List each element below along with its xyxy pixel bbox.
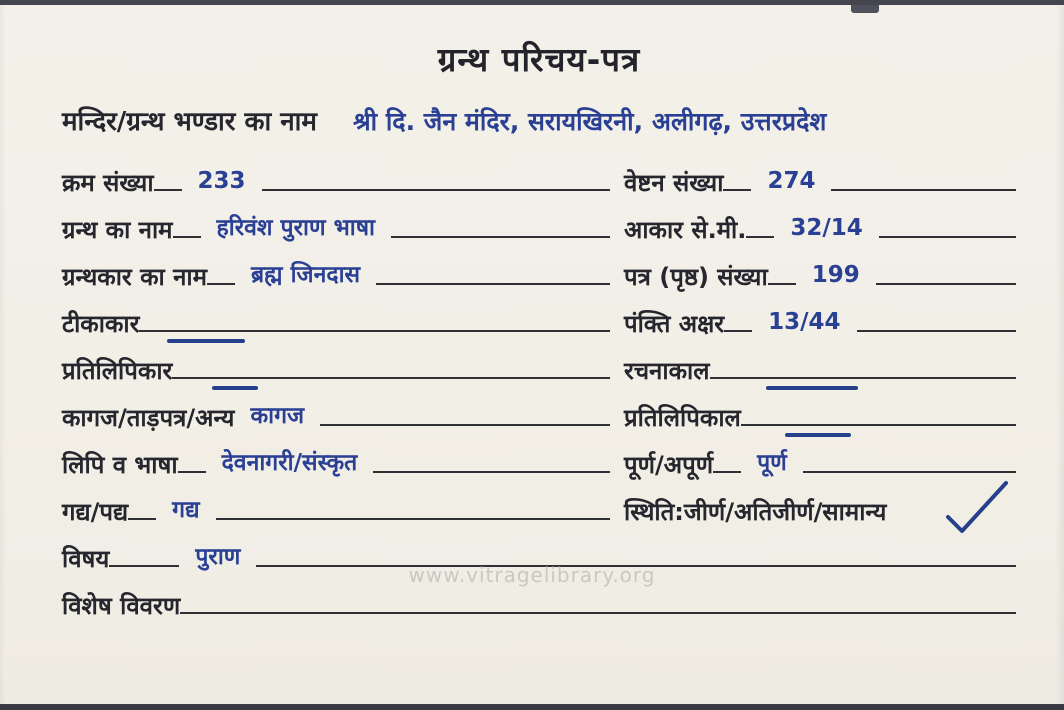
rule-line [216,518,610,520]
field-label: ग्रन्थ का नाम [62,215,173,244]
field-value-handwritten: पुराण [195,543,241,570]
field-label: लिपि व भाषा [62,450,178,479]
scan-edge-bottom [0,704,1064,710]
rule-line [391,236,610,238]
rule-line [154,189,182,191]
pen-check-mark-icon [942,479,1014,541]
form-row [62,298,1016,345]
field-label: पत्र (पृष्ठ) संख्या [624,262,768,291]
field-copyist [62,345,610,392]
rule-line [320,424,610,426]
form-row [62,345,1016,392]
field-label: क्रम संख्या [62,168,154,197]
field-value-handwritten: श्री दि. जैन मंदिर, सरायखिरनी, अलीगढ़, उत्तरप्रदेश [352,106,827,136]
field-special-details [62,580,1016,627]
rule-line [207,283,235,285]
fields-grid [62,157,1016,627]
field-author-name [62,251,610,298]
field-page-count [624,251,1016,298]
field-prose-verse [62,486,610,533]
form-row [62,580,1016,627]
rule-line [373,471,610,473]
page-title: ग्रन्थ परिचय-पत्र [437,40,641,79]
field-label: रचनाकाल [624,356,710,385]
field-value-handwritten: हरिवंश पुराण भाषा [216,214,375,241]
rule-line [876,283,1016,285]
field-granth-name [62,204,610,251]
field-label: आकार से.मी. [624,215,747,244]
field-label: विषय [62,544,110,573]
field-label: गद्य/पद्य [62,497,129,526]
rule-line [879,236,1016,238]
rule-line [109,565,179,567]
card-content [62,12,1016,627]
form-row [62,392,1016,439]
rule-line [746,236,774,238]
field-value-handwritten: 233 [197,167,246,194]
field-value-handwritten: देवनागरी/संस्कृत [221,449,358,476]
field-label: स्थिति:जीर्ण/अतिजीर्ण/सामान्य [624,497,887,526]
rule-line [724,330,752,332]
field-bhandar-name [62,91,1016,145]
field-label: कागज/ताड़पत्र/अन्य [62,403,235,432]
field-label: प्रतिलिपिकार [62,356,173,385]
field-label: वेष्टन संख्या [624,168,724,197]
field-value-handwritten: 274 [767,167,816,194]
field-bundle-number [624,157,1016,204]
watermark-text: www.vitragelibrary.org [408,563,656,587]
rule-line [139,330,610,332]
pen-dash-mark [167,339,245,343]
rule-line [723,189,751,191]
field-value-handwritten: ब्रह्म जिनदास [251,261,361,288]
rule-line [713,471,741,473]
field-value-handwritten: 199 [811,261,860,288]
field-label: टीकाकार [62,309,140,338]
field-serial-number [62,157,610,204]
field-composition-date [624,345,1016,392]
form-row [62,157,1016,204]
rule-line [803,471,1016,473]
pen-dash-mark [212,386,258,390]
field-commentator [62,298,610,345]
field-label: ग्रन्थकार का नाम [62,262,207,291]
field-label: प्रतिलिपिकाल [624,403,741,432]
rule-line [741,424,1016,426]
field-value-handwritten: कागज [250,402,305,429]
field-value-handwritten: 32/14 [790,214,863,241]
form-row [62,486,1016,533]
rule-line [831,189,1016,191]
field-script-language [62,439,610,486]
scan-edge-top [0,0,1064,5]
rule-line [768,283,796,285]
rule-line [172,377,610,379]
rule-line [128,518,156,520]
rule-line [178,471,206,473]
form-row [62,251,1016,298]
field-label: मन्दिर/ग्रन्थ भण्डार का नाम [62,107,317,138]
pen-dash-mark [785,433,851,437]
rule-line [180,612,1016,614]
field-material [62,392,610,439]
field-copy-date [624,392,1016,439]
rule-line [857,330,1016,332]
pen-dash-mark [766,386,858,390]
form-row [62,439,1016,486]
rule-line [376,283,610,285]
rule-line [262,189,610,191]
rule-line [173,236,201,238]
field-value-handwritten: पूर्ण [757,449,787,476]
field-size-cm [624,204,1016,251]
field-label: पंक्ति अक्षर [624,309,725,338]
field-label: विशेष विवरण [62,591,181,620]
field-value-handwritten: गद्य [172,496,200,523]
field-value-handwritten: 13/44 [768,308,841,335]
field-label: पूर्ण/अपूर्ण [624,450,714,479]
field-condition [624,486,1016,533]
form-row [62,204,1016,251]
rule-line [710,377,1016,379]
field-line-letters [624,298,1016,345]
